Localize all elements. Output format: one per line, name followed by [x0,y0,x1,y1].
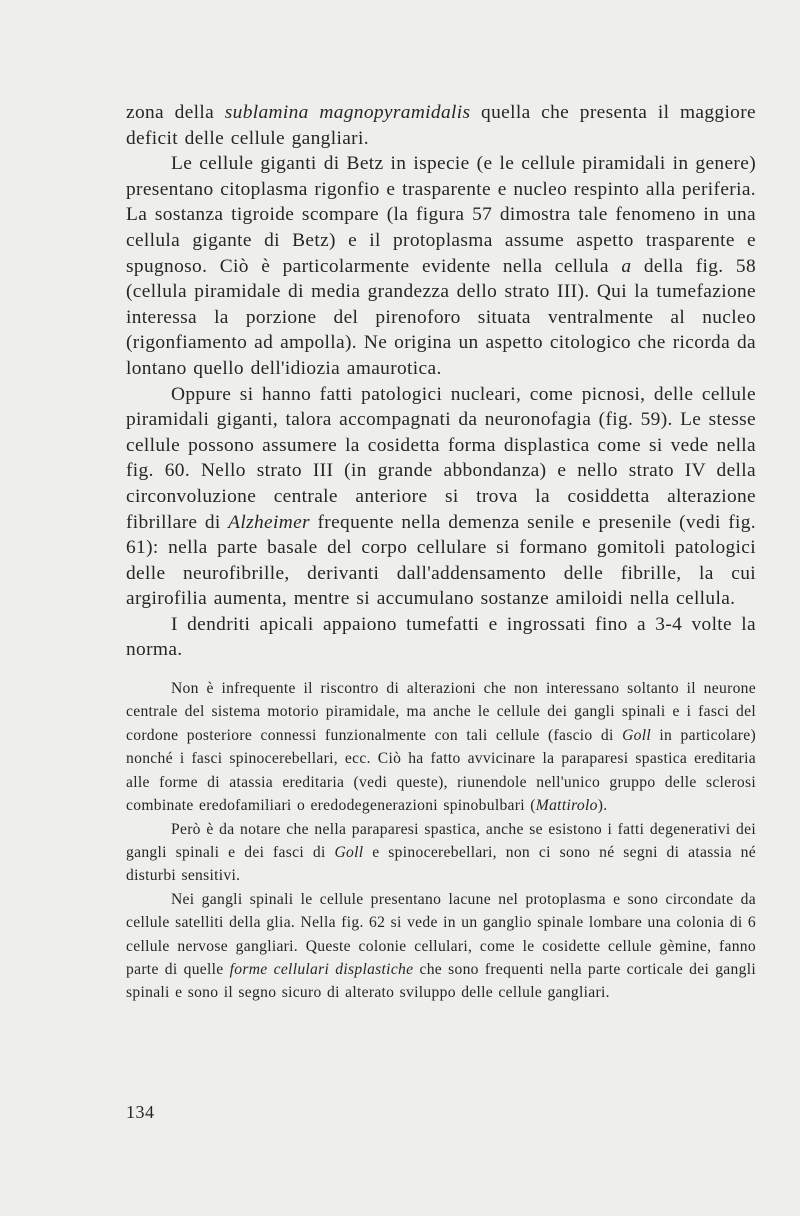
text-run: Oppure si hanno fatti patologici nucleari, come picnosi, delle cellule piramidali giganti, talora accompagnati da neuronofagia (fig. 59). Le stesse cellule possono assumere la cosidetta forma displastica come si vede nella fig. 60. Nello strato III (in grande abbondanza) e nello strato IV della circonvoluzione centrale anteriore si trova la cosiddetta alterazione fibrillare di [126,383,756,533]
text-run: ). [597,797,608,815]
note-paragraph-1 [126,677,756,817]
text-run: Non è infrequente il riscontro di alterazioni che non interessano soltanto il neurone centrale del sistema motorio piramidale, ma anche le cellule dei gangli spinali e i fasci del cordone posteriore connessi funzionalmente con tali cellule (fascio di [126,680,756,744]
paragraph-4 [126,612,756,663]
note-paragraph-2 [126,818,756,888]
text-run: Nei gangli spinali le cellule presentano lacune nel protoplasma e sono circondate da cellule satelliti della glia. Nella fig. 62 si vede in un ganglio spinale lombare una colonia di 6 cellule nervose gangliari. Queste colonie cellulari, come le cosidette cellule gèmine, fanno parte di quelle [126,890,756,978]
text-run: e spinocerebellari, non ci sono né segni di atassia né disturbi sensitivi. [126,843,756,885]
main-text [126,100,756,663]
text-run: frequente nella demenza senile e presenile (vedi fig. 61): nella parte basale del corpo cellulare si formano gomitoli patologici delle neurofibrille, derivanti dall'addensamento delle fibrille, la cui argirofilia aumenta, mentre si accumulano sostanze amiloidi nella cellula. [126,511,756,610]
text-run: in particolare) nonché i fasci spinocerebellari, ecc. Ciò ha fatto avvicinare la paraparesi spastica ereditaria alle forme di atassia ereditaria (vedi queste), riunendole nell'unico gruppo delle sclerosi combinate eredofamiliari o eredodegenerazioni spinobulbari ( [126,726,756,815]
text-run: zona della [126,102,225,123]
text-run: della fig. 58 (cellula piramidale di media grandezza dello strato III). Qui la tumefazione interessa la porzione del pirenoforo situata ventralmente al nucleo (rigonfiamento ad ampolla). Ne origina un aspetto citologico che ricorda da lontano quello dell'idiozia amaurotica. [126,255,757,379]
paragraph-1 [126,100,756,151]
page-body [126,100,756,1005]
italic-term: Goll [334,843,364,861]
text-run: che sono frequenti nella parte corticale dei gangli spinali e sono il segno sicuro di alterato sviluppo delle cellule gangliari. [126,960,756,1002]
italic-term: Mattirolo [535,797,598,815]
text-run: Però è da notare che nella paraparesi spastica, anche se esistono i fatti degenerativi dei gangli spinali e dei fasci di [126,820,756,861]
italic-term: Goll [622,726,651,744]
page-number: 134 [126,1102,155,1122]
text-run: quella che presenta il maggiore deficit delle cellule gangliari. [126,102,756,149]
paragraph-3 [126,382,756,612]
small-print-notes [126,677,756,1005]
paragraph-2 [126,151,756,381]
note-paragraph-3 [126,888,756,1005]
italic-term: a [621,255,632,277]
italic-term: sublamina magnopyramidalis [224,102,471,123]
italic-term: forme cellulari displastiche [229,960,414,978]
text-run: I dendriti apicali appaiono tumefatti e ingrossati fino a 3-4 volte la norma. [126,613,756,661]
text-run: Le cellule giganti di Betz in ispecie (e le cellule piramidali in genere) presentano citoplasma rigonfio e trasparente e nucleo respinto alla periferia. La sostanza tigroide scompare (la figura 57 dimostra tale fenomeno in una cellula gigante di Betz) e il protoplasma assume aspetto trasparente e spugnoso. Ciò è particolarmente evidente nella cellula [126,153,756,277]
italic-term: Alzheimer [228,511,310,533]
